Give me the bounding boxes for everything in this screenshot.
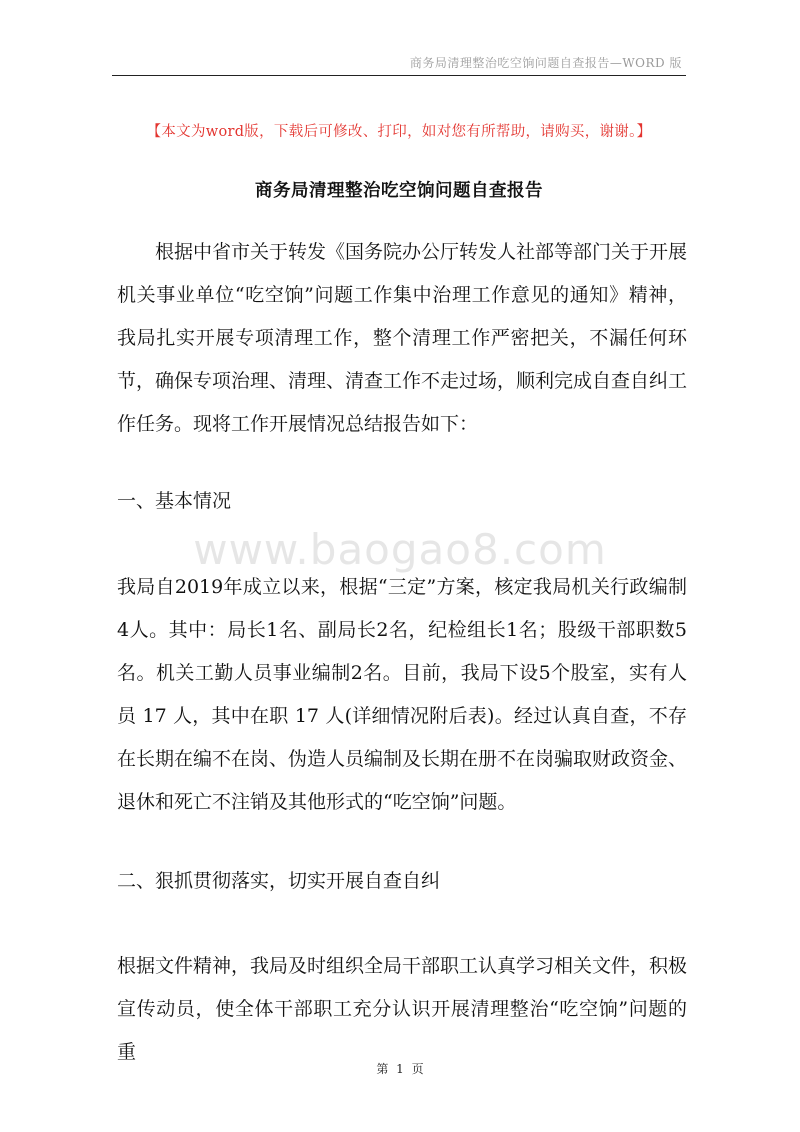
running-header: 商务局清理整治吃空饷问题自查报告—WORD 版 <box>409 56 682 70</box>
section-1-heading: 一、基本情况 <box>117 490 232 512</box>
page-suffix: 页 <box>411 1062 424 1076</box>
document-title: 商务局清理整治吃空饷问题自查报告 <box>255 181 543 201</box>
section-1-paragraph: 我局自2019年成立以来，根据“三定”方案，核定我局机关行政编制4人。其中：局长1名、副局长2名，纪检组长1名；股级干部职数5名。机关工勤人员事业编制2名。目前，我局下设5个股室，实有人员 17 人，其中在职 17 人(详细情况附后表)。经过认真自查，不存在长期在编不在岗、伪造人员编制及长期在册不在岗骗取财政资金、退休和死亡不注销及其他形式的“吃空饷”问题。 <box>117 576 688 813</box>
intro-paragraph: 根据中省市关于转发《国务院办公厅转发人社部等部门关于开展机关事业单位“吃空饷”问题工作集中治理工作意见的通知》精神，我局扎实开展专项清理工作，整个清理工作严密把关，不漏任何环节，确保专项治理、清理、清查工作不走过场，顺利完成自查自纠工作任务。现将工作开展情况总结报告如下： <box>117 241 688 435</box>
page-prefix: 第 <box>376 1062 389 1076</box>
watermark: www.baogao8.com <box>193 525 607 574</box>
header-divider <box>112 75 686 76</box>
section-2-heading: 二、狠抓贯彻落实，切实开展自查自纠 <box>117 870 441 892</box>
purchase-notice: 【本文为word版，下载后可修改、打印，如对您有所帮助，请购买，谢谢。】 <box>146 124 652 140</box>
section-2-paragraph: 根据文件精神，我局及时组织全局干部职工认真学习相关文件，积极宣传动员，使全体干部职工充分认识开展清理整治“吃空饷”问题的重 <box>117 955 688 1063</box>
page-number: 1 <box>396 1062 404 1076</box>
page-footer <box>0 1060 800 1077</box>
